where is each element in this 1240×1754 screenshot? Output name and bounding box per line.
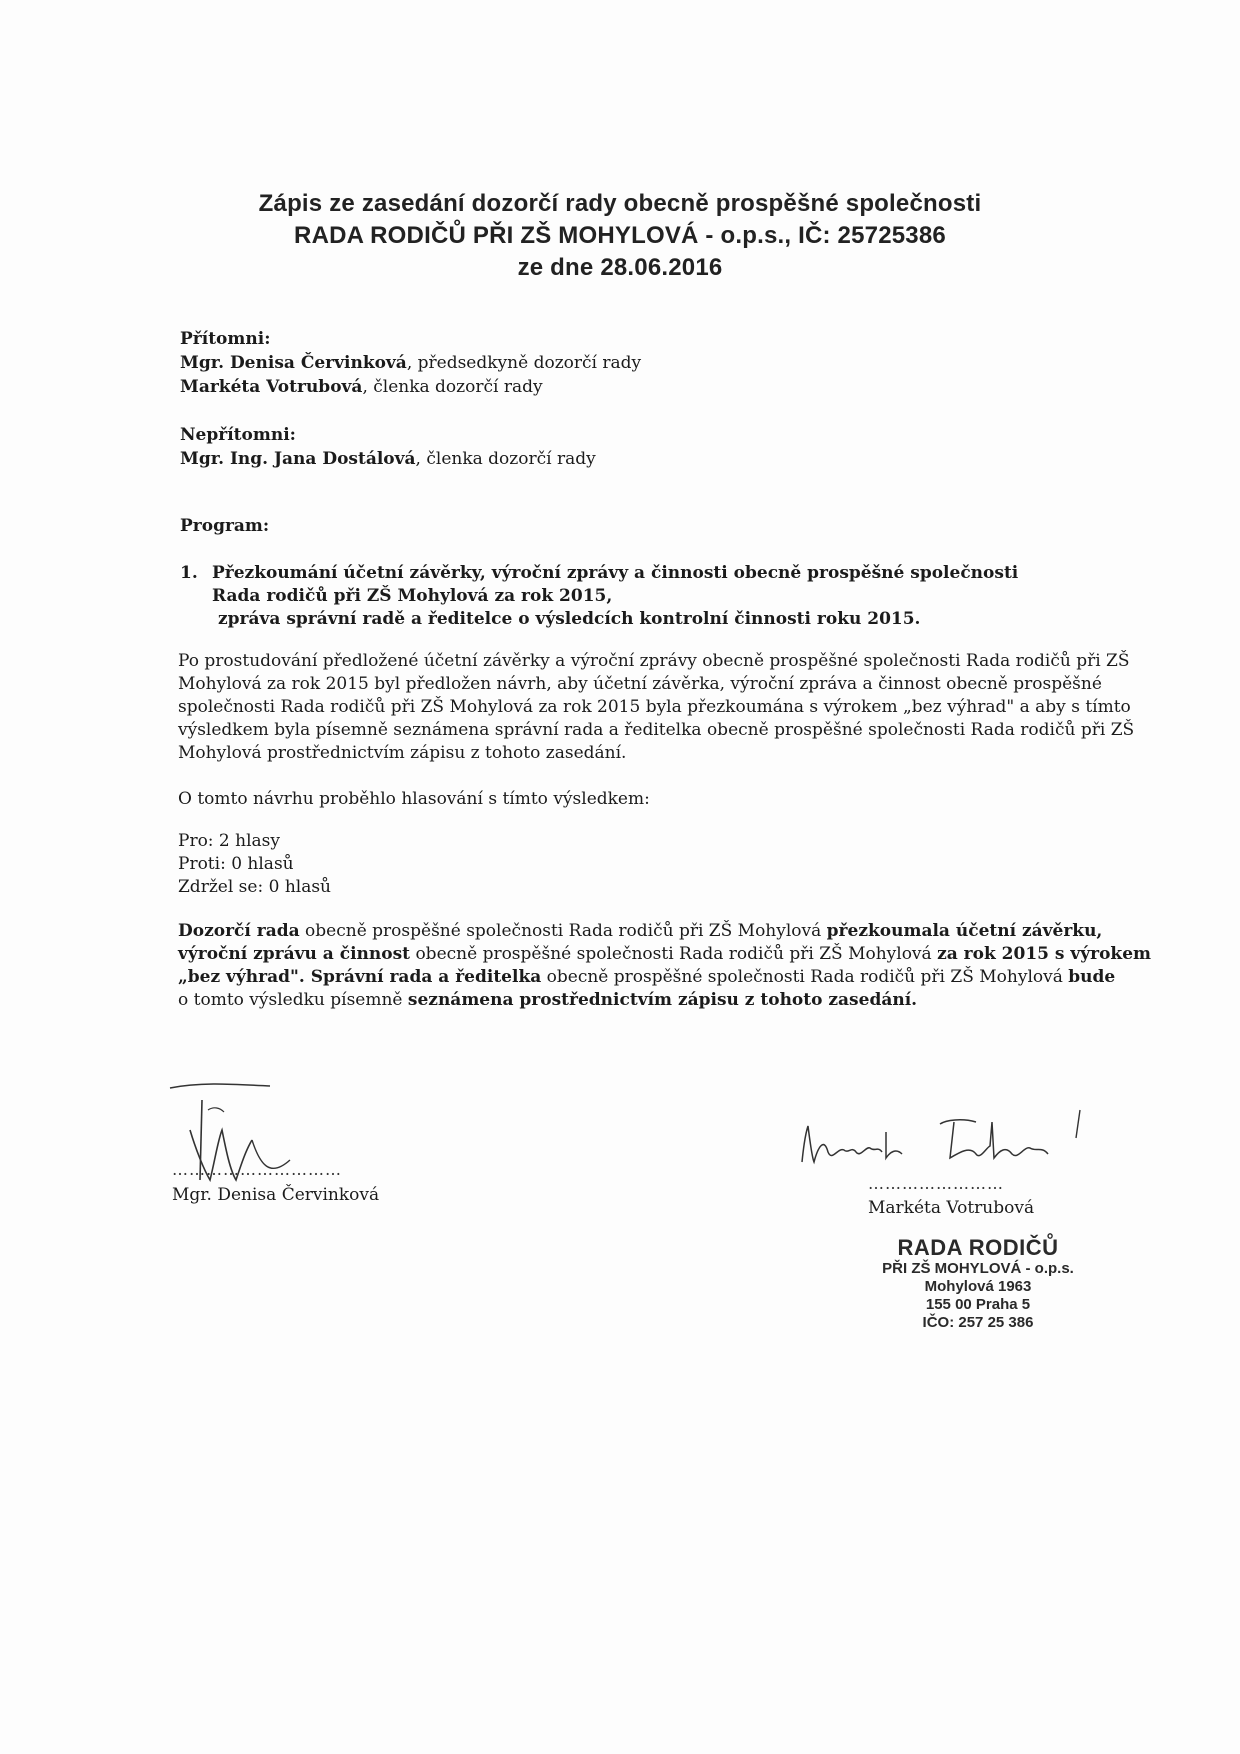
program-label: Program: bbox=[180, 516, 270, 536]
conclusion-bold: Dozorčí rada bbox=[178, 921, 300, 941]
signature-right-line: …………………… bbox=[868, 1174, 1004, 1193]
conclusion-paragraph bbox=[178, 920, 1152, 1012]
paragraph-line: společnosti Rada rodičů při ZŠ Mohylová za rok 2015 byla přezkoumána s výrokem „bez výhrad" a aby s tímto bbox=[178, 697, 1131, 717]
paragraph-line: Mohylová prostřednictvím zápisu z tohoto zasedání. bbox=[178, 743, 627, 763]
program-item-number: 1. bbox=[180, 563, 198, 583]
conclusion-bold: za rok 2015 s výrokem bbox=[937, 944, 1152, 964]
stamp-line-3: Mohylová 1963 bbox=[924, 1278, 1032, 1295]
stamp-line-4: 155 00 Praha 5 bbox=[925, 1296, 1031, 1313]
signature-right-image bbox=[790, 1102, 1130, 1182]
title-line-1: Zápis ze zasedání dozorčí rady obecně prospěšné společnosti bbox=[258, 190, 982, 217]
conclusion-text: obecně prospěšné společnosti Rada rodičů při ZŠ Mohylová bbox=[541, 967, 1069, 987]
present-member-2 bbox=[180, 376, 543, 399]
title-line-2: RADA RODIČŮ PŘI ZŠ MOHYLOVÁ - o.p.s., IČ: 25725386 bbox=[294, 222, 946, 249]
title-line-3: ze dne 28.06.2016 bbox=[517, 254, 723, 281]
paragraph-line: výsledkem byla písemně seznámena správní rada a ředitelka obecně prospěšné společnosti Rada rodičů při ZŠ bbox=[178, 720, 1135, 740]
organization-stamp bbox=[858, 1236, 1098, 1332]
absent-label: Nepřítomni: bbox=[180, 425, 296, 445]
conclusion-bold: „bez výhrad". Správní rada a ředitelka bbox=[178, 967, 542, 987]
paragraph-line: Po prostudování předložené účetní závěrky a výroční zprávy obecně prospěšné společnosti Rada rodičů při ZŠ bbox=[178, 651, 1130, 671]
conclusion-line-4 bbox=[178, 989, 1078, 1012]
program-item-line-1: Přezkoumání účetní závěrky, výroční zprávy a činnosti obecně prospěšné společnosti bbox=[212, 563, 1019, 583]
signature-right-name: Markéta Votrubová bbox=[868, 1198, 1035, 1218]
conclusion-line-1 bbox=[178, 920, 1103, 943]
member-name: Mgr. Ing. Jana Dostálová bbox=[180, 449, 416, 469]
program-item-line-3: zpráva správní radě a ředitelce o výsledcích kontrolní činnosti roku 2015. bbox=[218, 609, 921, 629]
vote-intro: O tomto návrhu proběhlo hlasování s tímto výsledkem: bbox=[178, 789, 650, 809]
vote-for: Pro: 2 hlasy bbox=[178, 831, 280, 851]
conclusion-text: obecně prospěšné společnosti Rada rodičů při ZŠ Mohylová bbox=[299, 921, 827, 941]
conclusion-text: o tomto výsledku písemně bbox=[178, 990, 408, 1010]
present-label: Přítomni: bbox=[180, 329, 271, 349]
proposal-paragraph bbox=[178, 650, 1135, 765]
conclusion-line-3 bbox=[178, 966, 1116, 989]
stamp-line-1: RADA RODIČŮ bbox=[897, 1235, 1059, 1260]
paragraph-line: Mohylová za rok 2015 byl předložen návrh, aby účetní závěrka, výroční zpráva a činnost obecně prospěšné bbox=[178, 674, 1102, 694]
signature-left-line: ………………………… bbox=[172, 1160, 342, 1179]
document-title bbox=[0, 188, 1240, 284]
conclusion-text: obecně prospěšné společnosti Rada rodičů při ZŠ Mohylová bbox=[410, 944, 938, 964]
absent-member-1 bbox=[180, 448, 596, 471]
stamp-line-2: PŘI ZŠ MOHYLOVÁ - o.p.s. bbox=[882, 1260, 1074, 1277]
vote-abstain: Zdržel se: 0 hlasů bbox=[178, 877, 332, 897]
member-name: Markéta Votrubová bbox=[180, 377, 363, 397]
member-role: , členka dozorčí rady bbox=[362, 377, 543, 397]
conclusion-bold: bude bbox=[1068, 967, 1116, 987]
member-role: , členka dozorčí rady bbox=[415, 449, 596, 469]
vote-against: Proti: 0 hlasů bbox=[178, 854, 294, 874]
member-name: Mgr. Denisa Červinková bbox=[180, 353, 407, 373]
present-member-1 bbox=[180, 352, 641, 375]
stamp-line-5: IČO: 257 25 386 bbox=[922, 1314, 1034, 1331]
conclusion-bold: přezkoumala účetní závěrku, bbox=[826, 921, 1103, 941]
program-item-line-2: Rada rodičů při ZŠ Mohylová za rok 2015, bbox=[212, 586, 613, 606]
conclusion-bold: výroční zprávu a činnost bbox=[178, 944, 411, 964]
conclusion-bold: seznámena prostřednictvím zápisu z tohoto zasedání. bbox=[407, 990, 918, 1010]
member-role: , předsedkyně dozorčí rady bbox=[406, 353, 642, 373]
signature-left-name: Mgr. Denisa Červinková bbox=[172, 1185, 380, 1205]
conclusion-line-2 bbox=[178, 943, 1152, 966]
